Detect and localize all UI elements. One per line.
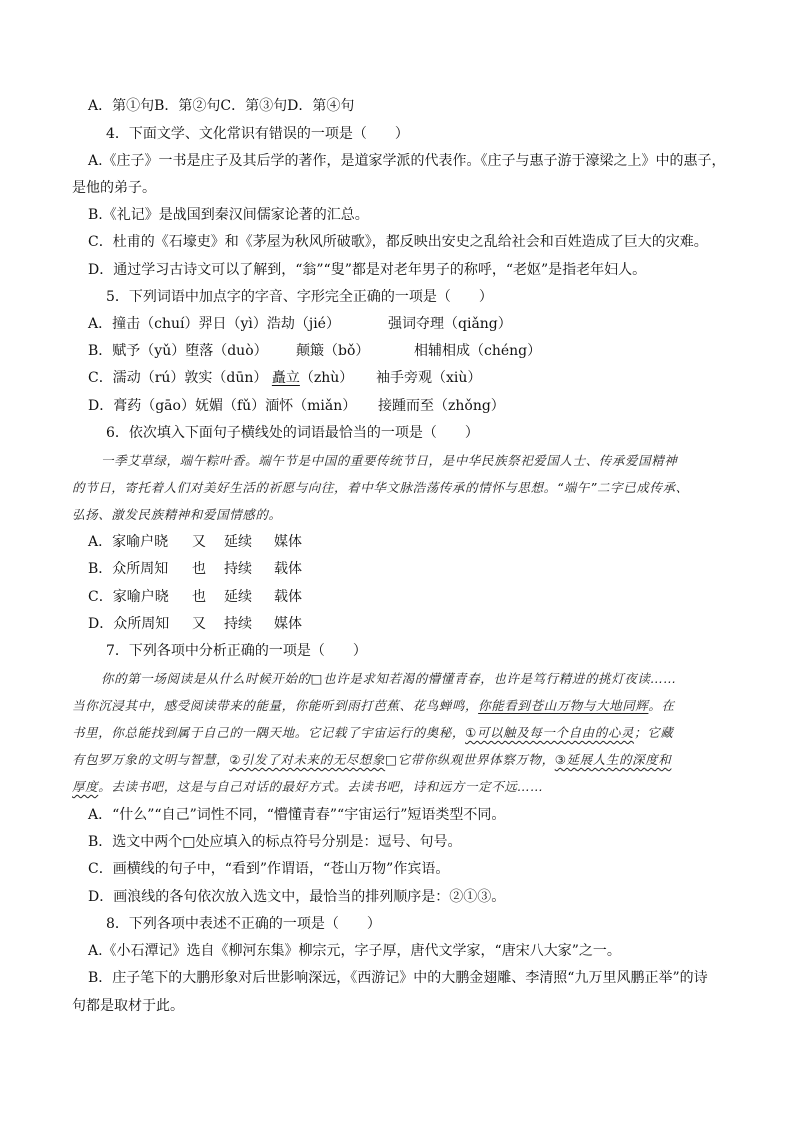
q5-c-part4: 袖手旁观（xiù） (376, 370, 482, 386)
q6-c-1: C．家喻户晓 (88, 589, 169, 605)
question-4: 4．下面文学、文化常识有错误的一项是（ ） (106, 126, 409, 142)
q6-b-3: 持续 (224, 561, 252, 577)
question-6: 6．依次填入下面句子横线处的词语最恰当的一项是（ ） (106, 425, 479, 441)
q5-c-part1: C．濡动（rú）敦实（dūn） (88, 370, 268, 386)
q6-passage-line-3: 弘扬、激发民族精神和爱国情感的。 (72, 507, 282, 522)
q6-c-3: 延续 (224, 589, 252, 605)
q4-option-a: A.《庄子》一书是庄子及其后学的著作，是道家学派的代表作。《庄子与惠子游于濠梁之上》中的惠子， (88, 153, 726, 169)
q7-underlined-sentence: 你能看到苍山万物与大地同辉 (478, 698, 649, 713)
q7-option-c: C．画横线的句子中，“看到”作谓语，“苍山万物”作宾语。 (88, 861, 450, 877)
q7-p2-c: 。在 (648, 698, 675, 713)
q3-options: A．第①句B．第②句C．第③句D．第④句 (88, 98, 355, 114)
q6-a-3: 延续 (224, 534, 252, 550)
q6-b-1: B．众所周知 (88, 561, 169, 577)
q6-c-4: 载体 (274, 589, 302, 605)
q7-wavy-sentence-2: ②引发了对未来的无尽想象 (229, 752, 386, 767)
q5-option-d (88, 396, 505, 416)
q5-c-underlined-word: 矗立 (271, 370, 300, 386)
q8-option-b: B．庄子笔下的大鹏形象对后世影响深远，《西游记》中的大鹏金翅雕、李清照“九万里风鹏正举”的诗 (88, 970, 708, 986)
q6-a-2: 又 (192, 534, 206, 550)
q7-wavy-sentence-3: ③延展人生的深度和 (554, 752, 672, 767)
q7-passage-line-5 (72, 777, 544, 797)
q6-a-4: 媒体 (274, 534, 302, 550)
q5-d-part1: D．膏药（gāo）妩媚（fǔ）湎怀（miǎn） (88, 398, 357, 414)
q7-passage-line-4 (72, 750, 671, 770)
q8-option-a: A.《小石潭记》选自《柳河东集》柳宗元，字子厚，唐代文学家，“唐宋八大家”之一。 (88, 943, 621, 959)
q7-p4-a: 有包罗万象的文明与智慧， (72, 752, 230, 767)
q7-wavy-sentence-1: ①可以触及每一个自由的心灵 (465, 725, 635, 740)
q4-option-a-cont: 是他的弟子。 (72, 180, 156, 196)
q7-p3-c: ；它藏 (634, 725, 674, 740)
q6-d-3: 持续 (224, 616, 252, 632)
q4-option-d: D．通过学习古诗文可以了解到，“翁”“叟”都是对老年男子的称呼，“老妪”是指老年妇人。 (88, 262, 647, 278)
q5-option-a (88, 314, 512, 334)
question-7: 7．下列各项中分析正确的一项是（ ） (106, 643, 367, 659)
q7-passage-line-2 (72, 696, 675, 716)
q6-d-1: D．众所周知 (88, 616, 170, 632)
q5-b-part2: 颠簸（bǒ） (296, 343, 370, 359)
q6-b-2: 也 (192, 561, 206, 577)
q7-passage-line-1: 你的第一场阅读是从什么时候开始的□也许是求知若渴的懵懂青春，也许是笃行精进的挑灯夜读…… (101, 671, 677, 686)
q6-d-4: 媒体 (274, 616, 302, 632)
q6-option-a (88, 532, 302, 552)
q7-option-a: A．“什么”“自己”词性不同，“懵懂青春”“宇宙运行”短语类型不同。 (88, 807, 506, 823)
q7-option-b: B．选文中两个□处应填入的标点符号分别是：逗号、句号。 (88, 834, 462, 850)
q8-option-b-cont: 句都是取材于此。 (72, 998, 184, 1014)
q7-passage-line-3 (72, 723, 673, 743)
question-8: 8．下列各项中表述不正确的一项是（ ） (106, 916, 381, 932)
q5-a-part1: A．撞击（chuí）羿日（yì）浩劫（jié） (88, 316, 340, 332)
q6-option-d (88, 614, 302, 634)
q6-option-b (88, 559, 302, 579)
q4-option-b: B.《礼记》是战国到秦汉间儒家论著的汇总。 (88, 207, 369, 223)
question-5: 5．下列词语中加点字的字音、字形完全正确的一项是（ ） (106, 289, 493, 305)
q7-p3-a: 书里，你总能找到属于自己的一隅天地。它记载了宇宙运行的奥秘， (72, 725, 466, 740)
q6-passage-line-2: 的节日，寄托着人们对美好生活的祈愿与向往，着中华文脉浩荡传承的情怀与思想。“端午”二字已成传承、 (72, 480, 689, 495)
q6-c-2: 也 (192, 589, 206, 605)
q6-b-4: 载体 (274, 561, 302, 577)
q4-option-c: C．杜甫的《石壕吏》和《茅屋为秋风所破歌》，都反映出安史之乱给社会和百姓造成了巨大的灾难。 (88, 234, 708, 250)
q7-p5-b: 。去读书吧，这是与自己对话的最好方式。去读书吧，诗和远方一定不远…… (98, 779, 544, 794)
q7-p2-a: 当你沉浸其中，感受阅读带来的能量，你能听到雨打芭蕉、花鸟蝉鸣， (72, 698, 479, 713)
q7-wavy-sentence-3-cont: 厚度 (72, 779, 99, 794)
q5-a-part2: 强词夺理（qiǎng） (388, 316, 512, 332)
q5-option-c (88, 368, 482, 388)
q7-p4-c: □它带你纵观世界体察万物， (385, 752, 555, 767)
q6-passage-line-1: 一季艾草绿，端午粽叶香。端午节是中国的重要传统节日，是中华民族祭祀爱国人士、传承爱国精神 (101, 453, 678, 468)
q5-b-part3: 相辅相成（chéng） (414, 343, 542, 359)
q6-option-c (88, 587, 302, 607)
q7-option-d: D．画浪线的各句依次放入选文中，最恰当的排列顺序是：②①③。 (88, 889, 506, 905)
q5-c-pinyin: （zhù） (299, 370, 354, 386)
q5-option-b (88, 341, 542, 361)
q6-a-1: A．家喻户晓 (88, 534, 169, 550)
q6-d-2: 又 (192, 616, 206, 632)
q5-d-part2: 接踵而至（zhǒng） (378, 398, 505, 414)
q5-b-part1: B．赋予（yǔ）堕落（duò） (88, 343, 268, 359)
